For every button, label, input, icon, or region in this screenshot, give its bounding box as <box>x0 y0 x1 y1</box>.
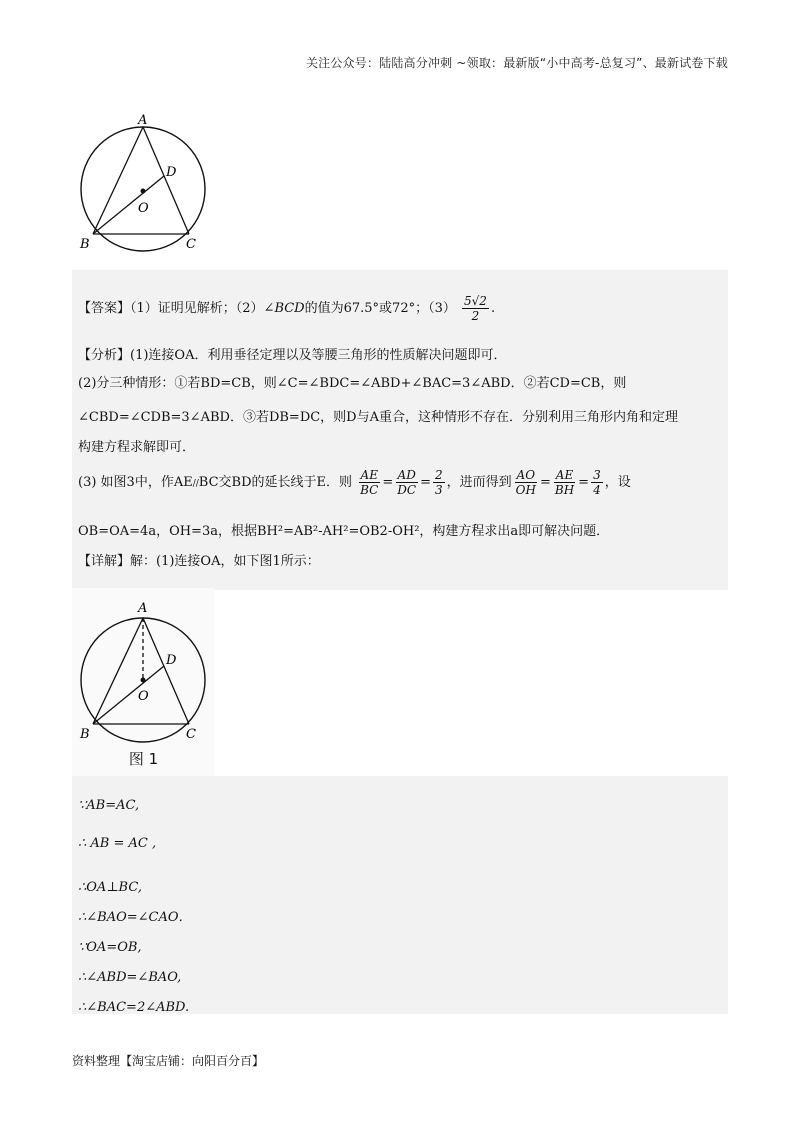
label-c: C <box>186 237 196 252</box>
proof-line-2: ∴ AB = AC , <box>78 836 157 851</box>
proof-line-3: ∴OA⊥BC, <box>78 880 142 895</box>
figure-circle-1 <box>72 108 222 258</box>
svg-text:O: O <box>138 689 149 704</box>
analysis-line-2: (2)分三种情形：①若BD=CB，则∠C=∠BDC=∠ABD+∠BAC=3∠ABD．②若CD=CB，则 <box>78 376 627 391</box>
svg-text:C: C <box>186 727 196 742</box>
page-footer: 资料整理【淘宝店铺：向阳百分百】 <box>72 1054 265 1068</box>
proof-line-1: ∵AB=AC, <box>78 798 140 813</box>
proof-line-5: ∵OA=OB, <box>78 940 142 955</box>
label-a: A <box>138 113 148 128</box>
analysis-line-4: 构建方程求解即可． <box>78 440 196 455</box>
label-o: O <box>138 201 149 216</box>
analysis-line-1: 【分析】(1)连接OA．利用垂径定理以及等腰三角形的性质解决问题即可． <box>78 348 507 363</box>
detail-line: 【详解】解：(1)连接OA，如下图1所示： <box>78 554 320 569</box>
figure-caption: 图 1 <box>128 750 159 768</box>
svg-text:B: B <box>80 727 90 742</box>
label-d: D <box>166 165 177 180</box>
page-header: 关注公众号：陆陆高分冲刺 ~领取：最新版“小中高考-总复习”、最新试卷下载 <box>305 56 728 70</box>
proof-line-4: ∴∠BAO=∠CAO． <box>78 910 192 925</box>
analysis-line-5: (3) 如图3中，作AE//BC交BD的延长线于E．则 $\frac{AE}{BC}$ = $\frac{AD}{DC}$ = $\frac{2}{3}$ ，进而得到 $\frac{AO}{OH}$ = $\frac{AE}{BH}$ = $\frac{3}{4}$ ，设 <box>78 468 631 497</box>
answer-line: 【答案】（1）证明见解析；（2）∠BCD的值为67.5°或72°；（3） $\frac{5√2}{2}$ . <box>78 294 496 323</box>
proof-line-7: ∴∠BAC=2∠ABD. <box>78 1000 190 1015</box>
figure-circle-2 <box>72 588 215 776</box>
svg-text:D: D <box>166 653 177 668</box>
analysis-line-3: ∠CBD=∠CDB=3∠ABD．③若DB=DC，则D与A重合，这种情形不存在．分别利用三角形内角和定理 <box>78 410 678 425</box>
answer-fraction: $\frac{5√2}{2}$ <box>464 294 487 323</box>
label-b: B <box>80 237 90 252</box>
proof-line-6: ∴∠ABD=∠BAO, <box>78 970 182 985</box>
analysis-line-6: OB=OA=4a，OH=3a，根据BH²=AB²-AH²=OB2-OH²，构建方程求出a即可解决问题． <box>78 524 610 539</box>
svg-text:A: A <box>138 601 148 616</box>
